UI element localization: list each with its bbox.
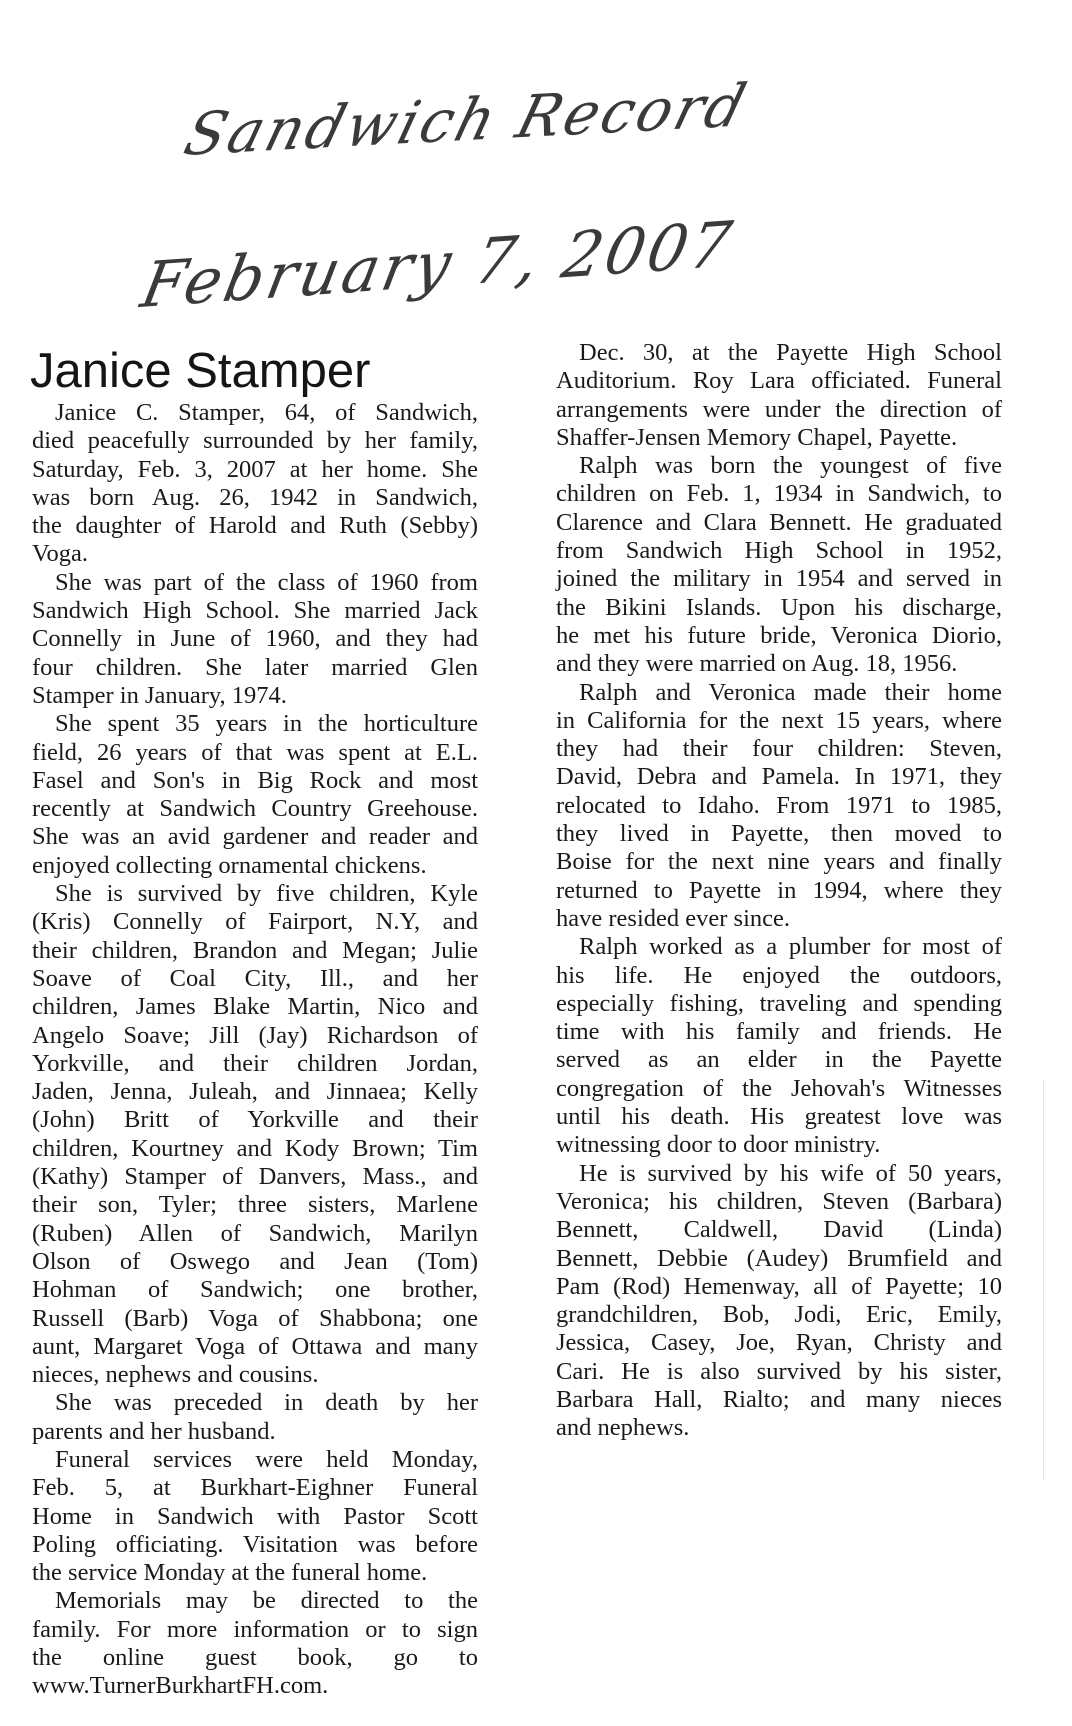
text-line: children on Feb. 1, 1934 in Sandwich, to [556, 480, 1002, 508]
text-line: children, James Blake Martin, Nico and [32, 993, 478, 1021]
text-line: Clarence and Clara Bennett. He graduated [556, 508, 1002, 536]
right-column [556, 339, 1002, 1443]
scan-edge-line [1043, 1080, 1044, 1480]
text-line: Feb. 5, at Burkhart-Eighner Funeral [32, 1474, 478, 1502]
text-line: enjoyed collecting ornamental chickens. [32, 851, 427, 879]
text-line: David, Debra and Pamela. In 1971, they [556, 763, 1002, 791]
text-line: the daughter of Harold and Ruth (Sebby) [32, 512, 478, 540]
text-line: Russell (Barb) Voga of Shabbona; one [32, 1304, 478, 1332]
text-line: they lived in Payette, then moved to [556, 820, 1002, 848]
text-line: She was part of the class of 1960 from [55, 568, 478, 596]
text-line: Sandwich High School. She married Jack [32, 597, 478, 625]
paragraph [32, 399, 478, 569]
obituary-headline: Janice Stamper [30, 344, 371, 398]
text-line: (Ruben) Allen of Sandwich, Marilyn [32, 1219, 478, 1247]
text-line: Angelo Soave; Jill (Jay) Richardson of [32, 1021, 478, 1049]
text-line: four children. She later married Glen [32, 653, 478, 681]
text-line: She was an avid gardener and reader and [32, 823, 478, 851]
text-line: time with his family and friends. He [556, 1018, 1002, 1046]
handwritten-date: February 7, 2007 [135, 206, 741, 323]
text-line: Poling officiating. Visitation was before [32, 1530, 478, 1558]
text-line: their son, Tyler; three sisters, Marlene [32, 1191, 478, 1219]
text-line: parents and her husband. [32, 1417, 276, 1445]
text-line: She was preceded in death by her [55, 1389, 478, 1417]
text-line: (Kris) Connelly of Fairport, N.Y, and [32, 908, 478, 936]
text-line: Auditorium. Roy Lara officiated. Funeral [556, 367, 1002, 395]
text-line: Soave of Coal City, Ill., and her [32, 964, 478, 992]
left-column [32, 399, 478, 1701]
text-line: Yorkville, and their children Jordan, [32, 1049, 478, 1077]
paragraph [32, 880, 478, 1389]
text-line: Fasel and Son's in Big Rock and most [32, 766, 478, 794]
text-line: died peacefully surrounded by her family, [32, 427, 478, 455]
text-line: Janice C. Stamper, 64, of Sandwich, [55, 399, 478, 426]
paragraph [32, 1587, 478, 1700]
text-line: from Sandwich High School in 1952, [556, 537, 1002, 565]
text-line: Jaden, Jenna, Juleah, and Jinnaea; Kelly [32, 1078, 478, 1106]
text-line: they had their four children: Steven, [556, 735, 1002, 763]
text-line: relocated to Idaho. From 1971 to 1985, [556, 791, 1002, 819]
text-line: served as an elder in the Payette [556, 1046, 1002, 1074]
text-line: Dec. 30, at the Payette High School [579, 339, 1002, 366]
text-line: Cari. He is also survived by his sister, [556, 1357, 1002, 1385]
paragraph [32, 710, 478, 880]
text-line: Saturday, Feb. 3, 2007 at her home. She [32, 455, 478, 483]
text-line: www.TurnerBurkhartFH.com. [32, 1672, 329, 1700]
text-line: in California for the next 15 years, where [556, 706, 1002, 734]
text-line: recently at Sandwich Country Greehouse. [32, 795, 478, 823]
text-line: until his death. His greatest love was [556, 1103, 1002, 1131]
text-line: Voga. [32, 540, 89, 568]
text-line: returned to Payette in 1994, where they [556, 876, 1002, 904]
text-line: aunt, Margaret Voga of Ottawa and many [32, 1332, 478, 1360]
text-line: congregation of the Jehovah's Witnesses [556, 1074, 1002, 1102]
paragraph [556, 452, 1002, 678]
text-line: Ralph worked as a plumber for most of [579, 933, 1002, 961]
text-line: Ralph was born the youngest of five [579, 452, 1002, 480]
paragraph [32, 1389, 478, 1446]
text-line: Olson of Oswego and Jean (Tom) [32, 1247, 478, 1275]
text-line: Pam (Rod) Hemenway, all of Payette; 10 [556, 1272, 1002, 1300]
text-line: the online guest book, go to [32, 1644, 478, 1672]
text-line: his life. He enjoyed the outdoors, [556, 961, 1002, 989]
text-line: Connelly in June of 1960, and they had [32, 625, 478, 653]
text-line: Bennett, Debbie (Audey) Brumfield and [556, 1244, 1002, 1272]
text-line: have resided ever since. [556, 904, 790, 932]
paragraph [556, 933, 1002, 1159]
text-line: joined the military in 1954 and served in [556, 565, 1002, 593]
text-line: (Kathy) Stamper of Danvers, Mass., and [32, 1163, 478, 1191]
text-line: was born Aug. 26, 1942 in Sandwich, [32, 483, 478, 511]
text-line: family. For more information or to sign [32, 1615, 478, 1643]
text-line: their children, Brandon and Megan; Julie [32, 936, 478, 964]
text-line: Jessica, Casey, Joe, Ryan, Christy and [556, 1329, 1002, 1357]
paragraph [556, 339, 1002, 452]
text-line: he met his future bride, Veronica Diorio, [556, 621, 1002, 649]
handwritten-publication-name: Sandwich Record [177, 70, 756, 170]
text-line: Bennett, Caldwell, David (Linda) [556, 1216, 1002, 1244]
text-line: He is survived by his wife of 50 years, [579, 1159, 1002, 1187]
text-line: grandchildren, Bob, Jodi, Eric, Emily, [556, 1301, 1002, 1329]
text-line: Home in Sandwich with Pastor Scott [32, 1502, 478, 1530]
text-line: (John) Britt of Yorkville and their [32, 1106, 478, 1134]
text-line: arrangements were under the direction of [556, 395, 1002, 423]
text-line: Memorials may be directed to the [55, 1587, 478, 1615]
text-line: and they were married on Aug. 18, 1956. [556, 650, 958, 678]
paragraph [556, 679, 1002, 934]
text-line: Barbara Hall, Rialto; and many nieces [556, 1385, 1002, 1413]
text-line: Boise for the next nine years and finally [556, 848, 1002, 876]
text-line: children, Kourtney and Kody Brown; Tim [32, 1134, 478, 1162]
text-line: nieces, nephews and cousins. [32, 1361, 319, 1389]
text-line: the Bikini Islands. Upon his discharge, [556, 593, 1002, 621]
text-line: and nephews. [556, 1414, 690, 1442]
paragraph [32, 569, 478, 710]
text-line: witnessing door to door ministry. [556, 1131, 881, 1159]
text-line: especially fishing, traveling and spending [556, 989, 1002, 1017]
text-line: Ralph and Veronica made their home [579, 678, 1002, 706]
text-line: Veronica; his children, Steven (Barbara) [556, 1187, 1002, 1215]
text-line: She is survived by five children, Kyle [55, 880, 478, 908]
paragraph [32, 1446, 478, 1587]
text-line: Funeral services were held Monday, [55, 1445, 478, 1473]
text-line: the service Monday at the funeral home. [32, 1559, 428, 1587]
text-line: She spent 35 years in the horticulture [55, 710, 478, 738]
text-line: Stamper in January, 1974. [32, 681, 287, 709]
paragraph [556, 1160, 1002, 1443]
text-line: Shaffer-Jensen Memory Chapel, Payette. [556, 423, 958, 451]
text-line: field, 26 years of that was spent at E.L. [32, 738, 478, 766]
text-line: Hohman of Sandwich; one brother, [32, 1276, 478, 1304]
